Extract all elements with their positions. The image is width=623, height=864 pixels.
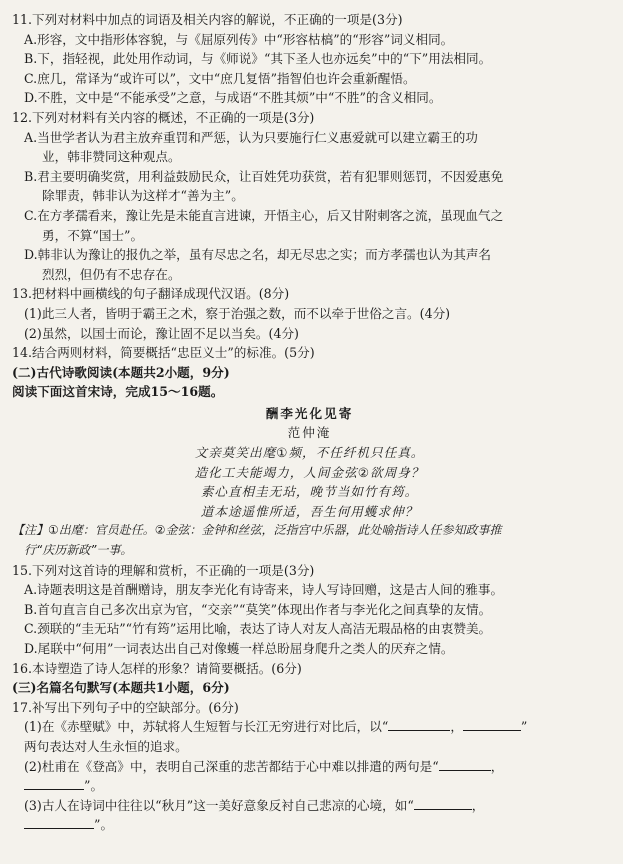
close-quote: ” [520,719,528,735]
question-stem: 17.补写出下列句子中的空缺部分。(6分) [12,699,239,715]
option-d: D.韩非认为豫让的报仇之举，虽有尽忠之名，却无尽忠之实；而方孝孺也认为其声名 [24,247,492,263]
poem-line-3: 素心直相圭无玷，晚节当如竹有筠。 [200,484,419,500]
question-17 [12,698,607,835]
option-a-cont: 业，韩非赞同这种观点。 [42,149,181,165]
option-a: A.当世学者认为君主放弃重罚和严惩，认为只要施行仁义惠爱就可以建立霸王的功 [24,129,478,145]
question-stem: 12.下列对材料有关内容的概述，不正确的一项是(3分) [12,109,315,125]
comma: ， [450,719,463,735]
question-11 [12,10,607,108]
answer-blank[interactable] [24,815,94,829]
question-15 [12,561,607,659]
item-2-text: (2)杜甫在《登高》中，表明自己深重的悲苦都结于心中难以排遣的两句是“ [24,758,439,774]
answer-blank[interactable] [414,796,472,810]
item-1-line-1 [12,717,607,737]
poem-line-1: 文亲莫笑出麾①频，不任纤机只任真。 [194,445,425,461]
section-2-title: (二)古代诗歌阅读(本题共2小题，9分) [12,364,230,380]
option-c: C.在方孝孺看来，豫让先是未能直言进谏，开悟主心，后又甘附刺客之流，虽现血气之 [24,207,504,223]
option-d-cont: 烈烈，但仍有不忠存在。 [42,266,181,282]
item-3-line-1 [12,796,607,816]
end-quote: ”。 [94,817,114,833]
question-13 [12,284,607,343]
item-3-text: (3)古人在诗词中往往以“秋月”这一美好意象反衬自己悲凉的心境，如“ [24,797,414,813]
answer-blank[interactable] [388,717,450,731]
section-2-instruction: 阅读下面这首宋诗，完成15～16题。 [12,384,224,400]
poem [12,404,607,522]
poem-line-2: 造化工夫能竭力，人间金弦②欲周身？ [194,464,425,480]
note-line-2: 行“庆历新政”一事。 [24,543,133,558]
note-line-1: 【注】①出麾：官员赴任。②金弦：金钟和丝弦，泛指宫中乐器，此处喻指诗人任参知政事推 [12,523,502,538]
option-b: B.君主要明确奖赏，用利益鼓励民众，让百姓凭功获赏，若有犯罪则惩罚，不因爱惠免 [24,168,504,184]
end-quote: ”。 [84,778,104,794]
question-stem: 11.下列对材料中加点的词语及相关内容的解说，不正确的一项是(3分) [12,12,403,27]
item-3-line-2 [12,815,607,835]
comma: ， [471,797,485,813]
option-b: B.下，指轻视，此处用作动词，与《师说》“其下圣人也亦远矣”中的“下”用法相同。 [24,51,492,67]
question-stem: 13.把材料中画横线的句子翻译成现代汉语。(8分) [12,286,290,302]
option-b-cont: 除罪责，韩非认为这样才“善为主”。 [42,188,244,204]
question-12 [12,108,607,284]
comma: ， [490,758,504,774]
item-2-line-2 [12,776,607,796]
option-c-cont: 勇，不算“国士”。 [42,227,144,243]
sentence-2: (2)虽然，以国士而论，豫让固不足以当矣。(4分) [24,325,299,341]
option-c: C.庶几，常译为“或许可以”，文中“庶几复悟”指智伯也许会重新醒悟。 [24,70,416,86]
option-d: D.尾联中“何用”一词表达出自己对像蠖一样总盼屈身爬升之类人的厌弃之情。 [24,641,454,656]
option-c: C.颈联的“圭无玷”“竹有筠”运用比喻，表达了诗人对友人高洁无瑕品格的由衷赞美。 [24,621,492,637]
answer-blank[interactable] [463,717,521,731]
sentence-1: (1)此三人者，皆明于霸王之术，察于治强之数，而不以牵于世俗之言。(4分) [24,305,451,321]
section-3-title: (三)名篇名句默写(本题共1小题，6分) [12,680,230,696]
poem-notes [12,521,607,560]
option-b: B.首句直言自己多次出京为官，“交亲”“莫笑”体现出作者与李光化之间真挚的友情。 [24,601,492,617]
poem-author: 范仲淹 [287,425,332,441]
answer-blank[interactable] [24,776,84,790]
question-14: 14.结合两则材料，简要概括“忠臣义士”的标准。(5分) [12,345,315,361]
item-1-line-2: 两句表达对人生永恒的追求。 [24,738,188,754]
option-a: A.形容，文中指形体容貌，与《屈原列传》中“形容枯槁”的“形容”词义相同。 [24,31,454,47]
question-16: 16.本诗塑造了诗人怎样的形象？请简要概括。(6分) [12,660,302,676]
option-d: D.不胜，文中是“不能承受”之意，与成语“不胜其烦”中“不胜”的含义相同。 [24,90,442,106]
answer-blank[interactable] [439,757,491,771]
poem-title: 酬李光化见寄 [265,405,354,421]
item-1-text: (1)在《赤壁赋》中，苏轼将人生短暂与长江无穷进行对比后，以“ [24,719,389,735]
option-a: A.诗题表明这是首酬赠诗，朋友李光化有诗寄来，诗人写诗回赠，这是古人间的雅事。 [24,582,504,598]
poem-line-4: 道本途遥惟所适，吾生何用蠖求伸？ [200,503,419,519]
item-2-line-1 [12,757,607,777]
question-stem: 15.下列对这首诗的理解和赏析，不正确的一项是(3分) [12,562,315,578]
